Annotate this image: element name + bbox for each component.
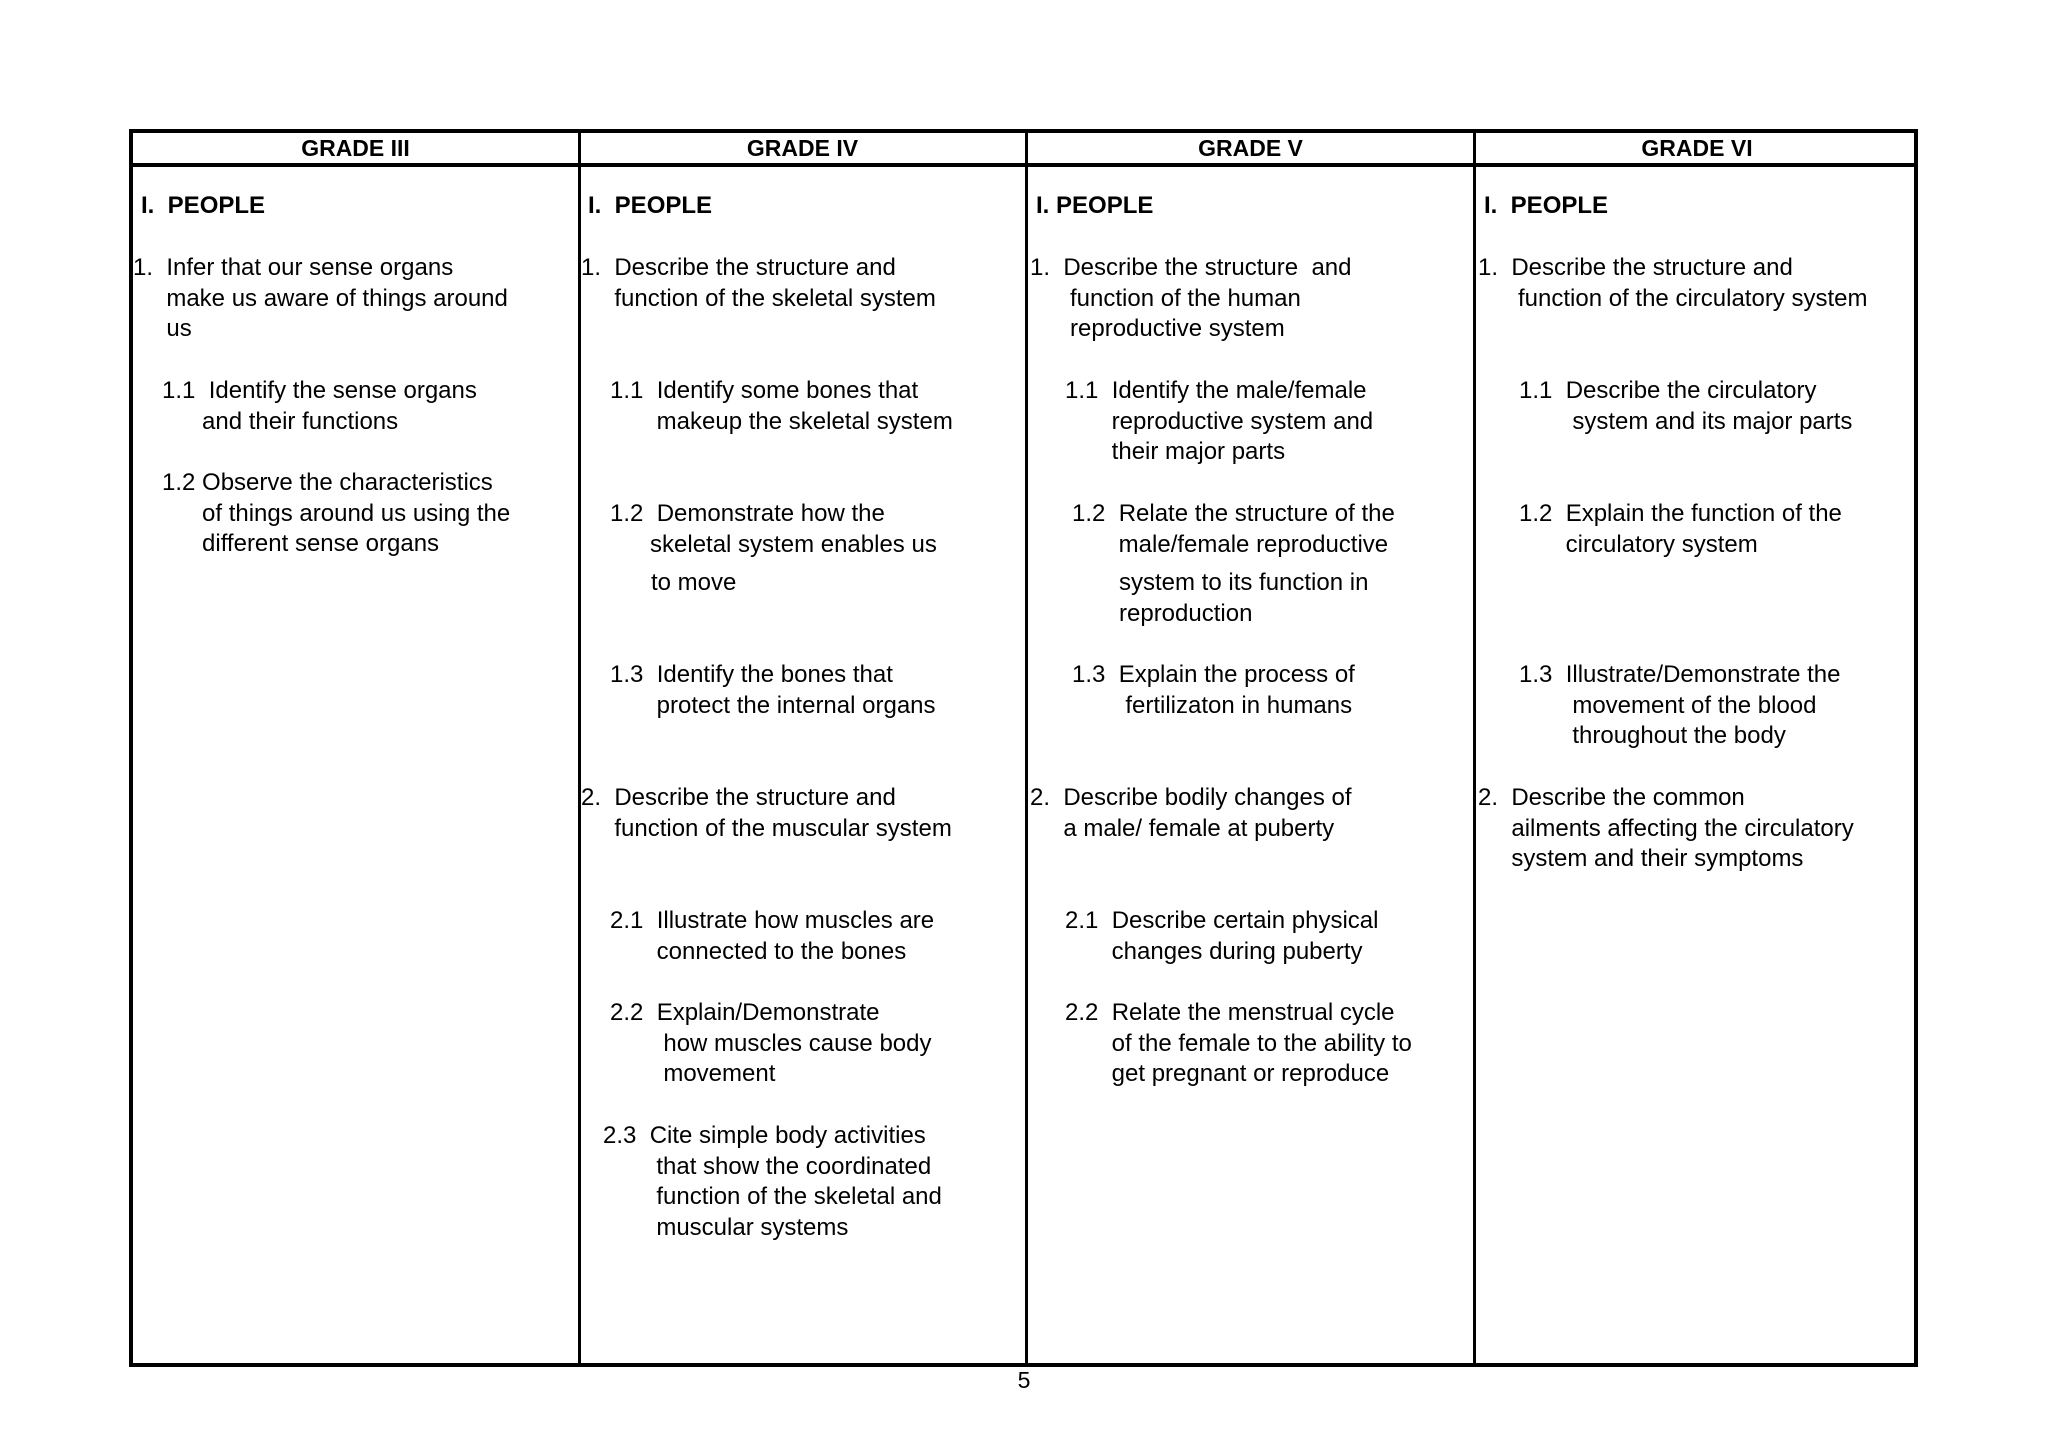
objective-2: 2. Describe the common ailments affecting the circulatory system and their symptoms xyxy=(1478,784,1854,872)
objective-1: 1. Describe the structure and function of the skeletal system xyxy=(581,254,936,312)
objective-1-1: 1.1 Identify the male/female reproductive system and their major parts xyxy=(1065,377,1374,465)
objective-2-3: 2.3 Cite simple body activities that show the coordinated function of the skeletal and muscular systems xyxy=(603,1122,942,1241)
objective-1-3: 1.3 Illustrate/Demonstrate the movement of the blood throughout the body xyxy=(1519,661,1841,749)
objective-1-2: 1.2 Observe the characteristics of things around us using the different sense organs xyxy=(162,469,511,557)
header-grade-vi: GRADE VI xyxy=(1641,135,1753,161)
page-number: 5 xyxy=(1017,1367,1031,1393)
objective-1-2: 1.2 Explain the function of the circulatory system xyxy=(1519,500,1842,558)
objective-1-2-continued: system to its function in reproduction xyxy=(1119,569,1369,627)
header-grade-v: GRADE V xyxy=(1198,135,1303,161)
column-divider xyxy=(1473,133,1476,1363)
objective-1-2-continued: to move xyxy=(651,569,737,596)
objective-1: 1. Describe the structure and function of the human reproductive system xyxy=(1030,254,1352,342)
column-divider xyxy=(1025,133,1028,1363)
objective-2-1: 2.1 Illustrate how muscles are connected to the bones xyxy=(610,907,935,965)
objective-2-2: 2.2 Explain/Demonstrate how muscles cause body movement xyxy=(610,999,932,1087)
header-grade-iv: GRADE IV xyxy=(746,135,859,161)
objective-1: 1. Infer that our sense organs make us aware of things around us xyxy=(133,254,508,342)
objective-1-3: 1.3 Explain the process of fertilizaton in humans xyxy=(1072,661,1355,719)
header-grade-iii: GRADE III xyxy=(301,135,410,161)
objective-2-1: 2.1 Describe certain physical changes during puberty xyxy=(1065,907,1379,965)
objective-2-2: 2.2 Relate the menstrual cycle of the female to the ability to get pregnant or reproduce xyxy=(1065,999,1412,1087)
objective-2: 2. Describe bodily changes of a male/ female at puberty xyxy=(1030,784,1352,842)
section-heading: I. PEOPLE xyxy=(1484,192,1609,219)
header-divider xyxy=(133,163,1914,167)
objective-1-1: 1.1 Describe the circulatory system and its major parts xyxy=(1519,377,1853,435)
section-heading: I. PEOPLE xyxy=(141,192,266,219)
objective-1: 1. Describe the structure and function of the circulatory system xyxy=(1478,254,1868,312)
section-heading: I. PEOPLE xyxy=(588,192,713,219)
section-heading: I. PEOPLE xyxy=(1036,192,1154,219)
objective-1-3: 1.3 Identify the bones that protect the internal organs xyxy=(610,661,936,719)
objective-1-2: 1.2 Relate the structure of the male/female reproductive xyxy=(1072,500,1395,558)
column-divider xyxy=(578,133,581,1363)
objective-1-1: 1.1 Identify the sense organs and their functions xyxy=(162,377,477,435)
objective-1-2: 1.2 Demonstrate how the skeletal system enables us xyxy=(610,500,937,558)
objective-2: 2. Describe the structure and function of the muscular system xyxy=(581,784,952,842)
objective-1-1: 1.1 Identify some bones that makeup the skeletal system xyxy=(610,377,953,435)
